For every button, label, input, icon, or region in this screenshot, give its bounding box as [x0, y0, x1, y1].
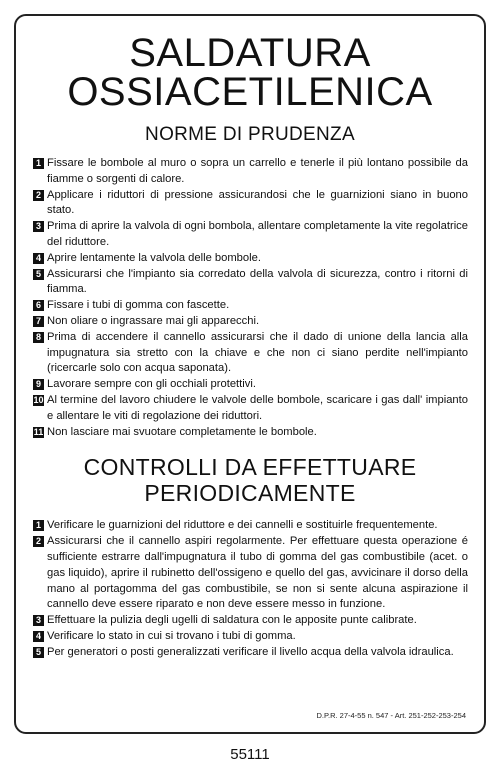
item-number-badge: 5 — [33, 647, 44, 658]
title-line-1: SALDATURA — [129, 31, 371, 75]
list-item — [34, 645, 468, 661]
safety-sign — [14, 14, 486, 734]
item-number-badge: 10 — [33, 394, 44, 405]
item-text: Effettuare la pulizia degli ugelli di saldatura con le apposite punte calibrate. — [47, 614, 417, 627]
sign-title — [16, 31, 484, 114]
list-item — [34, 219, 468, 251]
title-line-2: OSSIACETILENICA — [67, 70, 433, 114]
item-number-badge: 6 — [33, 300, 44, 311]
item-number-badge: 1 — [33, 520, 44, 531]
item-number-badge: 8 — [33, 332, 44, 343]
item-text: Lavorare sempre con gli occhiali protettivi. — [47, 378, 256, 391]
section-heading-prudenza: NORME DI PRUDENZA — [145, 124, 355, 145]
list-item — [34, 629, 468, 645]
item-number-badge: 2 — [33, 536, 44, 547]
item-text: Non oliare o ingrassare mai gli apparecchi. — [47, 314, 260, 327]
item-number-badge: 9 — [33, 379, 44, 390]
item-text: Fissare le bombole al muro o sopra un carrello e tenerle il più lontano possibile da fiamme o sorgenti di calore. — [47, 157, 468, 185]
list-item — [34, 298, 468, 314]
list-item — [34, 156, 468, 188]
list-item — [34, 314, 468, 330]
item-number-badge: 11 — [33, 426, 44, 437]
list-item — [34, 330, 468, 377]
legal-reference: D.P.R. 27-4-55 n. 547 - Art. 251-252-253-254 — [316, 711, 466, 720]
item-text: Assicurarsi che l'impianto sia corredato della valvola di sicurezza, contro i ritorni di fiamma. — [47, 267, 468, 296]
item-number-badge: 3 — [33, 615, 44, 626]
list-item — [34, 267, 468, 299]
item-number-badge: 5 — [33, 269, 44, 280]
item-text: Prima di aprire la valvola di ogni bombola, allentare completamente la vite regolatrice del riduttore. — [47, 220, 468, 248]
item-number-badge: 4 — [33, 631, 44, 642]
item-text: Verificare le guarnizioni del riduttore e dei cannelli e sostituirle frequentemente. — [47, 519, 438, 532]
list-item — [34, 518, 468, 534]
prudence-rules-list — [16, 156, 484, 440]
item-text: Non lasciare mai svuotare completamente le bombole. — [47, 425, 317, 438]
list-item — [34, 534, 468, 613]
section-heading-line-2: PERIODICAMENTE — [144, 480, 356, 507]
section-heading-line-1: CONTROLLI DA EFFETTUARE — [83, 454, 417, 481]
list-item — [34, 393, 468, 425]
item-number-badge: 4 — [33, 253, 44, 264]
item-number-badge: 2 — [33, 190, 44, 201]
list-item — [34, 251, 468, 267]
item-text: Al termine del lavoro chiudere le valvole delle bombole, scaricare i gas dall' impianto e allentare le viti di regolazione dei riduttori. — [47, 393, 468, 422]
list-item — [34, 425, 468, 441]
item-text: Applicare i riduttori di pressione assicurandosi che le guarnizioni siano in buono stato. — [47, 188, 468, 217]
list-item — [34, 613, 468, 629]
list-item — [34, 377, 468, 393]
item-number-badge: 3 — [33, 221, 44, 232]
item-number-badge: 7 — [33, 316, 44, 327]
item-text: Fissare i tubi di gomma con fascette. — [47, 299, 230, 312]
item-text: Verificare lo stato in cui si trovano i tubi di gomma. — [47, 629, 296, 642]
product-code: 55111 — [230, 746, 270, 763]
list-item — [34, 188, 468, 220]
periodic-checks-list — [16, 518, 484, 660]
section-heading-controlli — [16, 454, 484, 506]
item-text: Aprire lentamente la valvola delle bombole. — [47, 251, 261, 264]
item-text: Per generatori o posti generalizzati verificare il livello acqua della valvola idraulica. — [47, 645, 454, 658]
item-text: Assicurarsi che il cannello aspiri regolarmente. Per effettuare questa operazione é sufficiente estrarre dall'impugnatura il tubo di gomma del gas combustibile (acet. o gas liquido), aprire il rubinetto dell'ossigeno e quello del gas, avvicinare il dorso della mano al portagomma del gas combustibile, se non si sente alcuna aspirazione il cannello deve essere riparato e non deve essere messo in funzione. — [47, 535, 468, 611]
item-text: Prima di accendere il cannello assicurarsi che il dado di unione della lancia alla impugnatura sia stretto con la chiave e che non ci siano perdite nell'impianto (ricercarle solo con acqua saponata). — [47, 330, 468, 375]
item-number-badge: 1 — [33, 158, 44, 169]
